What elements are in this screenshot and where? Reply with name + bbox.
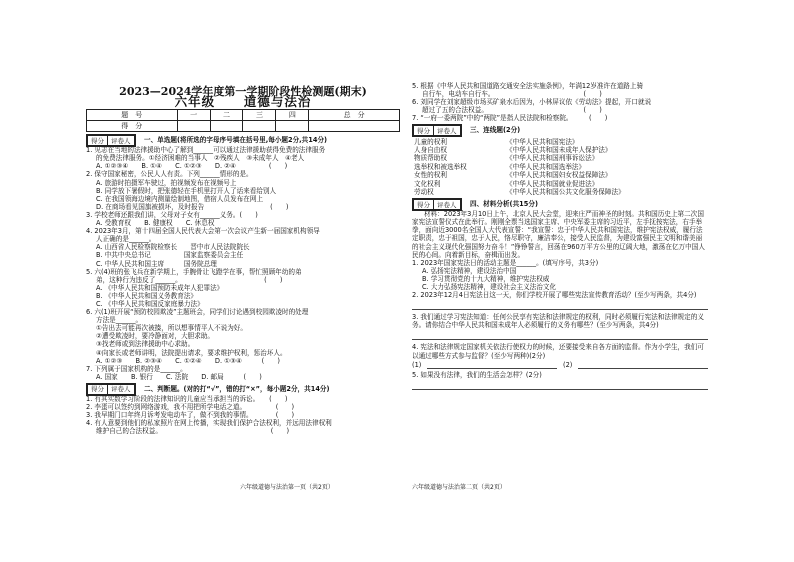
matching-row[interactable] (412, 154, 627, 162)
section4-score-box (412, 198, 462, 211)
question-line: ③找老师或到法律援助中心求助。 (96, 340, 195, 349)
left-page (86, 0, 400, 435)
question-line: 7. 下列属于国家机构的是______。 (86, 364, 187, 373)
score-header-cell: 二 (210, 110, 243, 121)
match-left[interactable]: 物质帮助权 (414, 154, 447, 163)
section-score-label: 得分 (88, 136, 108, 146)
question-line: 5. 根据《中华人民共和国道路交通安全法实施条例》，年满12岁准许在道路上骑 (412, 82, 644, 90)
score-row-label: 得 分 (87, 121, 178, 132)
match-right[interactable]: 《中华人民共和国妇女权益保障法》 (506, 171, 612, 180)
section3-score-box (412, 124, 462, 137)
match-right[interactable]: 《中华人民共和国选举法》 (506, 162, 586, 171)
score-cell[interactable] (276, 121, 309, 132)
section2-title: 二、判断题。(对的打“√”，错的打“×”，每小题2分，共14分) (144, 384, 330, 393)
question-line: A. 山西省人民检察院检察长 晋中市人民法院院长 (96, 243, 250, 252)
match-right[interactable]: 《中华人民共和国宪法》 (506, 137, 579, 146)
exam-title: 2023—2024学年度第一学期阶段性检测题(期末) (119, 85, 367, 98)
q4-blank-label: (2) (563, 360, 573, 369)
match-left[interactable]: 选举权和被选举权 (414, 162, 467, 171)
question-line: A. ①②③ B. ②③④ C. ①②④ D. ①③④ ( ) (96, 356, 280, 365)
answer-line[interactable] (427, 361, 557, 369)
question-line: A. 受教育权 B. 健康权 C. 休息权 (96, 219, 215, 228)
section2-header (86, 383, 400, 395)
matching-row[interactable] (412, 146, 627, 154)
question-line: 7. “一府一委两院”中的“两院”是指人民法院和检察院。 ( ) (412, 114, 608, 123)
answer-line[interactable] (412, 329, 708, 340)
match-left[interactable]: 女性的权利 (414, 171, 447, 180)
question-line: 4. 有人意要到他们的私家照片在网上传播，实现我们保护合法权利，并远用法律权利 (86, 419, 332, 428)
section-score-label: 得分 (414, 200, 434, 210)
question-line: 5. 六(4)班的张飞兵在新学期上，手腕骨让飞蹬学在事，帮忙照顾年幼的弟 (86, 267, 302, 276)
question-line: 人正确的是______。 (96, 235, 156, 244)
judgement-continued (412, 82, 708, 122)
answer-line[interactable] (578, 361, 708, 369)
score-table (86, 109, 400, 132)
answer-line[interactable] (412, 379, 708, 390)
match-left[interactable]: 文化权利 (414, 179, 441, 188)
question-line: C. 《中华人民共和国反家庭暴力法》 (96, 299, 204, 308)
question-line: A. ①②③④ B. ①④ C. ①②③ D. ②④ ( ) (96, 162, 288, 171)
q5-prompt: 5. 如果没有法律，我们的生活会怎样？(2分) (412, 370, 542, 379)
answer-line[interactable] (412, 299, 708, 310)
question-line: B. 同学放下暑假时，把张德轻在手机里打开人了话来看给别人 (96, 186, 277, 195)
question-line: 超过了五的合法权益。 ( ) (422, 106, 602, 115)
section-grader-label: 评卷人 (108, 136, 135, 146)
material-passage: 材料：2023年3月10日上午，北京人民大会堂，迎来庄严而神圣的时刻。共和国历史上第二次国家宪法宣誓仪式在此举行。刚刚全票当选国家主席、中央军委主席的习近平，左手抚按宪法，右手举拳，面向近3000名全国人大代表宣誓：“我宣誓：忠于中华人民共和国宪法，维护宪法权威，履行法定职责，忠于祖国，忠于人民，恪尽职守，廉洁奉公，接受人民监督，为建设富强民主文明和谐美丽的社会主义现代化强国努力奋斗！”铮铮誓言，回荡在960万平方公里的辽阔大地，激荡在亿万中国人民的心间。向着新目标，奋楫而出发。 (412, 210, 705, 259)
match-right[interactable]: 《中华人民共和国未成年人保护法》 (506, 146, 612, 154)
question-line: D. 在商场看见国旗被损坏，及时报告 ( ) (96, 202, 289, 211)
q1-option[interactable]: C. 大力弘扬宪法精神，建设社会主义法治文化 (422, 283, 557, 292)
question-line: 1. 见志在当地的法律援助中心了解到______可以通过法律援助获得免费的法律服务 (86, 146, 326, 155)
matching-table (412, 137, 627, 196)
score-header-cell: 总 分 (309, 110, 400, 121)
section-score-label: 得分 (88, 384, 108, 394)
question-line: 自行车，电动车自行车。 ( ) (422, 90, 602, 99)
match-left[interactable]: 儿童的权利 (414, 137, 447, 146)
question-line: ④向家长或老师讲明，法院提出请求，要求维护权利，惩治坏人。 (96, 348, 287, 357)
q4-blank-label: (1) (412, 360, 422, 369)
section-grader-label: 评卷人 (108, 384, 135, 394)
section-grader-label: 评卷人 (434, 200, 461, 210)
score-header-cell: 四 (276, 110, 309, 121)
section2-score-box (86, 383, 136, 396)
q1-option[interactable]: B. 学习贯彻党的十九大精神，维护宪法权威 (422, 274, 550, 283)
q4-prompt: 4. 宪法和法律规定国家机关依法行使权力的时候，还要接受来自各方面的监督。作为小学生，我们可以通过哪些方式参与监督？(至少写两种)(2分) (412, 343, 704, 360)
left-footer: 六年级道德与法治第一页（共2页） (240, 484, 334, 491)
matching-row[interactable] (412, 171, 627, 179)
question-line: A. 国家 B. 银行 C. 法院 D. 邮局 ( ) (96, 372, 262, 381)
exam-subtitle (86, 94, 400, 110)
score-header-cell: 一 (177, 110, 210, 121)
match-left[interactable]: 劳动权 (414, 187, 434, 196)
match-left[interactable]: 人身自由权 (414, 146, 447, 154)
question-line: 6. 刘同学在刘家超级市场买矿泉水后因为，小林屏议依《劳动法》提起，开口就说 (412, 98, 652, 107)
score-value-row (87, 121, 400, 132)
question-line: 4. 2023年3月，第十四届全国人民代表大会第一次会议产生新一届国家机构领导 (86, 227, 320, 236)
section1-body (86, 146, 400, 381)
q1-prompt: 1. 2023年国家宪法日的活动主题是______。(填写序号，共3分) (412, 258, 599, 267)
score-cell[interactable] (309, 121, 400, 132)
match-right[interactable]: 《中华人民共和国就业促进法》 (506, 179, 599, 188)
question-line: 6. 六(1)班开展“预防校园欺凌”主题班会，同学们讨论遇到校园欺凌时的处理 (86, 308, 309, 317)
score-header-row (87, 110, 400, 121)
grade-label: 六年级 (174, 94, 216, 110)
question-line: 方法是______。 (96, 316, 143, 325)
question-line: 弟，这种行为违反了______。 ( ) (96, 275, 283, 284)
q3-prompt: 3. 我们通过学习宪法知道：任何公民享有宪法和法律规定的权利，同时必须履行宪法和法律规定的义务。请你结合中华人民共和国未成年人必须履行的义务有哪些？(至少写两条，共4分) (412, 313, 704, 330)
right-footer: 六年级道德与法治第二页（共2页） (412, 484, 506, 491)
right-page (412, 0, 708, 390)
section-score-label: 得分 (414, 126, 434, 136)
q2-prompt: 2. 2023年12月4日宪法日这一天，你们学校开展了哪些宪法宣传教育活动？(至少写两条，共4分) (412, 291, 697, 300)
section3-header (412, 124, 708, 136)
section1-score-box (86, 134, 136, 147)
question-line: 1. 有其实数学习阶段的法律知识的儿童应当承担当的诉讼。 ( ) (86, 394, 288, 403)
q1-option[interactable]: A. 弘扬宪法精神，建设法治中国 (422, 266, 517, 275)
subject-label: 道德与法治 (243, 94, 312, 110)
section3-title: 三、连线题(2分) (470, 126, 521, 135)
question-line: ②遭受欺凌时，要冷静面对，大胆求助。 (96, 332, 215, 341)
score-cell[interactable] (210, 121, 243, 132)
match-right[interactable]: 《中华人民共和国刑事诉讼法》 (506, 154, 599, 163)
score-header-cell: 题 号 (87, 110, 178, 121)
section4-header (412, 198, 708, 210)
section-grader-label: 评卷人 (434, 126, 461, 136)
matching-row[interactable] (412, 188, 627, 196)
question-line: 2. 保守国家秘密，公民人人有责。下列______情形的是。 (86, 170, 253, 179)
matching-row[interactable] (412, 179, 627, 187)
question-line: C. 中华人民共和国主席 国务院总理 (96, 259, 217, 268)
matching-row[interactable] (412, 137, 627, 145)
question-line: C. 在我国领海边境内测量绘制地图，借宿人员发布在网上 (96, 194, 264, 203)
match-right[interactable]: 《中华人民共和国公共文化服务保障法》 (506, 187, 625, 196)
q4-blanks (412, 361, 708, 369)
section1-header (86, 134, 400, 146)
question-line: 的免费法律服务。①经济困难的当事人 ②残疾人 ③未成年人 ④老人 (96, 154, 305, 163)
question-line: 3. 我早期门口年终月诉考发电动车了，做不到我的事情。 ( ) (86, 411, 295, 420)
question-line: 2. 李蛋可以签约到网络游戏，我不用把所学电话之道。 ( ) (86, 403, 295, 411)
section2-body (86, 395, 400, 435)
score-header-cell: 三 (243, 110, 276, 121)
score-cell[interactable] (243, 121, 276, 132)
section4-title: 四、材料分析(共15分) (470, 200, 538, 209)
score-cell[interactable] (177, 121, 210, 132)
matching-row[interactable] (412, 163, 627, 171)
question-line: 3. 学校老师还跟我们讲，父母对子女有______义务。( ) (86, 210, 258, 219)
question-line: ①告出去可能再次被揍，所以想事情平人不说为好。 (96, 324, 247, 333)
question-line: B. 《中华人民共和国义务教育法》 (96, 291, 198, 300)
section1-title: 一、单选题(将所选的字母序号填在括号里,每小题2分,共14分) (144, 136, 328, 145)
question-line: A. 《中华人民共和国预防未成年人犯罪法》 (96, 283, 224, 292)
question-line: B. 中共中央总书记 国家监察委员会主任 (96, 251, 244, 260)
question-line: A. 旅游时拍摄军车驶过，拍视频发布在视频号上 (96, 178, 237, 187)
question-line: 维护自己的合法权益。 ( ) (96, 427, 290, 436)
